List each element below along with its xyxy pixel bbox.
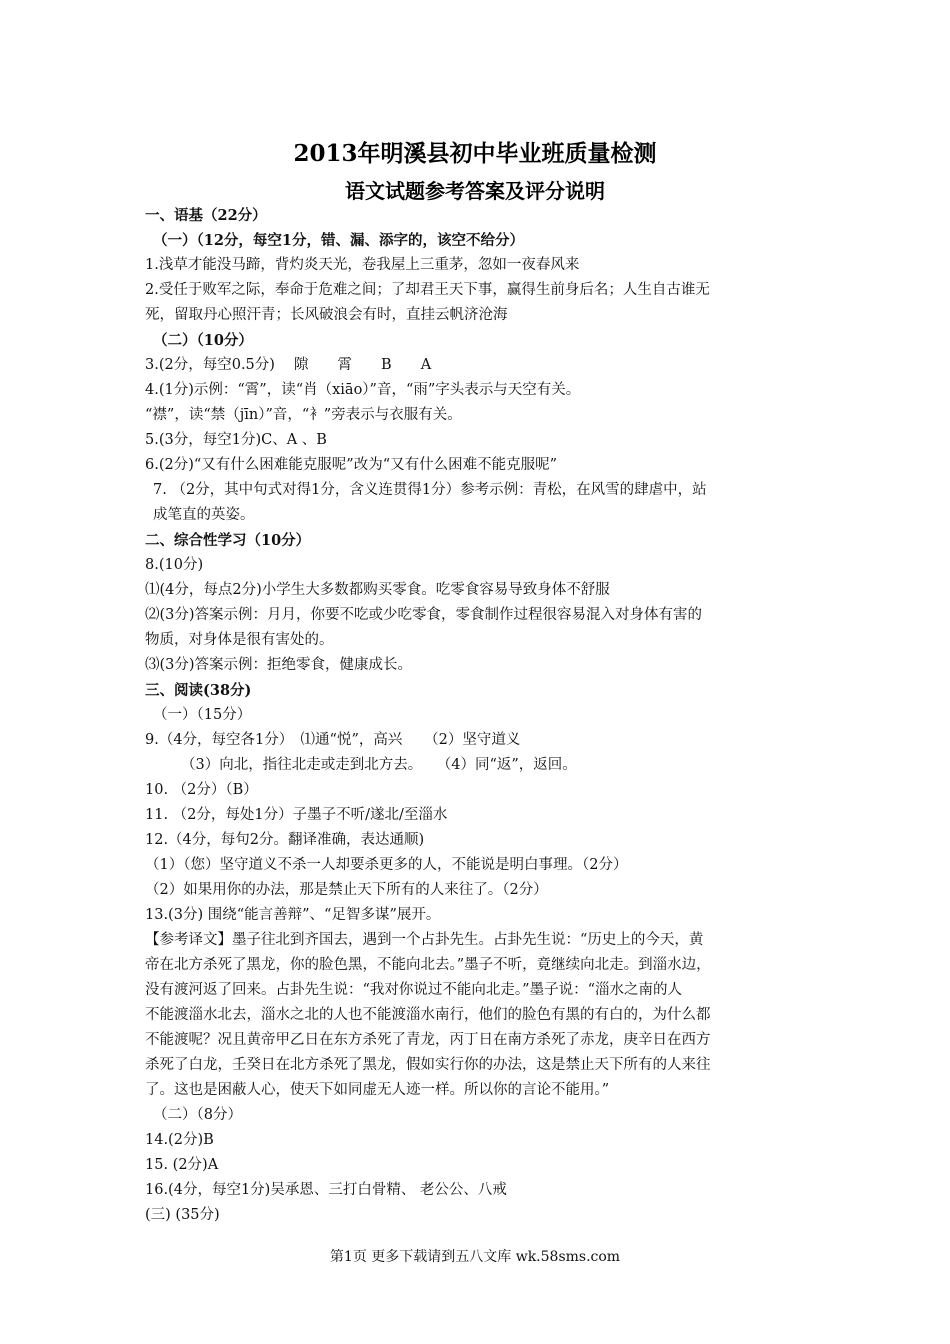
- answer-line: 4.(1分)示例：“霄”，读“肖（xiāo）”音，“雨”字头表示与天空有关。: [145, 382, 581, 398]
- subsection-heading: （一）（12分，每空1分，错、漏、添字的，该空不给分）: [153, 232, 525, 249]
- answer-line: ⑶(3分)答案示例：拒绝零食，健康成长。: [145, 657, 413, 673]
- answer-line: 物质，对身体是很有害处的。: [145, 632, 334, 648]
- answer-line: ⑵(3分)答案示例：月月，你要不吃或少吃零食，零食制作过程很容易混入对身体有害的: [145, 607, 703, 623]
- section-heading-integrated-learning: 二、综合性学习（10分）: [145, 532, 311, 549]
- answer-line: 7. （2分，其中句式对得1分，含义连贯得1分）参考示例：青松，在风雪的肆虐中，站: [153, 482, 707, 498]
- answer-line: 14.(2分)B: [145, 1132, 214, 1148]
- answer-line: 15. (2分)A: [145, 1157, 219, 1173]
- document-subtitle: 语文试题参考答案及评分说明: [345, 179, 605, 203]
- answer-line: 11. （2分，每处1分）子墨子不听/遂北/至淄水: [145, 807, 448, 823]
- subsection-heading: （二）（8分）: [153, 1107, 242, 1123]
- translation-line: 不能渡淄水北去，淄水之北的人也不能渡淄水南行，他们的脸色有黑的有白的，为什么都: [145, 1007, 711, 1023]
- subsection-heading: （一）（15分）: [153, 707, 252, 723]
- answer-line: 3.(2分，每空0.5分) 隙 霄 B A: [145, 357, 432, 373]
- answer-line: 5.(3分，每空1分)C、A 、B: [145, 432, 327, 448]
- section-heading-reading: 三、阅读(38分): [145, 682, 252, 699]
- section-heading-language-basics: 一、语基（22分）: [145, 207, 267, 224]
- answer-line: 8.(10分): [145, 557, 204, 573]
- translation-line: 杀死了白龙，壬癸日在北方杀死了黑龙，假如实行你的办法，这是禁止天下所有的人来往: [145, 1057, 711, 1073]
- page-footer: 第1页 更多下载请到五八文库 wk.58sms.com: [329, 1249, 621, 1265]
- document-title: 2013年明溪县初中毕业班质量检测: [293, 140, 657, 167]
- answer-line: “襟”，读“禁（jīn）”音，“衤”旁表示与衣服有关。: [145, 407, 462, 423]
- answer-line: （3）向北，指往北走或走到北方去。 （4）同“返”，返回。: [181, 757, 577, 773]
- subsection-heading: （二）（10分）: [153, 332, 253, 349]
- answer-body: [145, 203, 813, 1228]
- translation-line: 帝在北方杀死了黑龙，你的脸色黑，不能向北去。”墨子不听，竟继续向北走。到淄水边，: [145, 957, 711, 973]
- translation-line: 【参考译文】墨子往北到齐国去，遇到一个占卦先生。占卦先生说：“历史上的今天，黄: [145, 932, 704, 948]
- answer-line: 9.（4分，每空各1分） ⑴通“悦”，高兴 （2）坚守道义: [145, 732, 521, 748]
- answer-line: 12.（4分，每句2分。翻译准确，表达通顺): [145, 832, 425, 848]
- translation-line: 没有渡河返了回来。占卦先生说：“我对你说过不能向北走。”墨子说：“淄水之南的人: [145, 982, 682, 998]
- answer-line: 13.(3分) 围绕“能言善辩”、“足智多谋”展开。: [145, 907, 441, 923]
- answer-line: 6.(2分)“又有什么困难能克服呢”改为“又有什么困难不能克服呢”: [145, 457, 558, 473]
- translation-line: 了。这也是困蔽人心，使天下如同虚无人迹一样。所以你的言论不能用。”: [145, 1082, 610, 1098]
- subsection-heading: (三) (35分): [145, 1207, 220, 1223]
- translation-line: 不能渡呢？况且黄帝甲乙日在东方杀死了青龙，丙丁日在南方杀死了赤龙，庚辛日在西方: [145, 1032, 711, 1048]
- answer-line: 死，留取丹心照汗青；长风破浪会有时，直挂云帆济沧海: [145, 307, 508, 323]
- answer-line: （1）（您）坚守道义不杀一人却要杀更多的人，不能说是明白事理。（2分）: [145, 857, 628, 873]
- answer-line: 1.浅草才能没马蹄，背灼炎天光，卷我屋上三重茅，忽如一夜春风来: [145, 257, 580, 273]
- answer-line: （2）如果用你的办法，那是禁止天下所有的人来往了。（2分）: [145, 882, 548, 898]
- answer-line: 2.受任于败军之际，奉命于危难之间；了却君王天下事，赢得生前身后名；人生自古谁无: [145, 282, 710, 298]
- answer-line: 10. （2分）（B）: [145, 782, 258, 798]
- answer-line: ⑴(4分，每点2分)小学生大多数都购买零食。吃零食容易导致身体不舒服: [145, 582, 610, 598]
- answer-line: 成笔直的英姿。: [153, 507, 255, 523]
- answer-line: 16.(4分，每空1分)吴承恩、三打白骨精、 老公公、八戒: [145, 1182, 507, 1198]
